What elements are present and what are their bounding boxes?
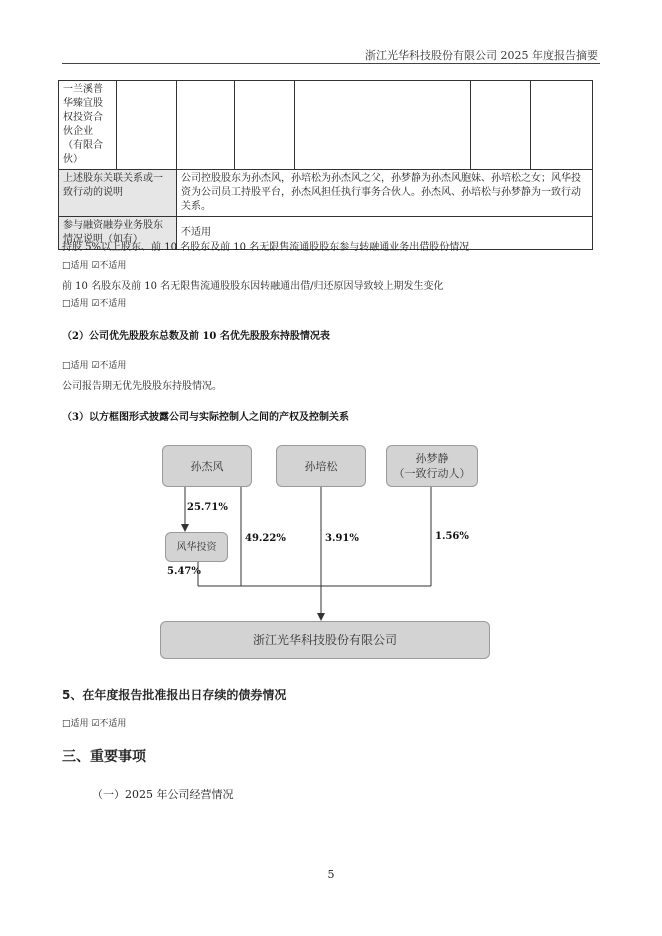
pct-jiefeng-to-fenghua: 25.71% — [187, 502, 228, 513]
node-sun-jiefeng: 孙杰风 — [162, 445, 252, 487]
table-row — [59, 170, 593, 217]
page-number: 5 — [327, 868, 335, 881]
empty-cell — [531, 81, 593, 170]
preferred-shares-text: 公司报告期无优先股股东持股情况。 — [62, 381, 222, 392]
node-company: 浙江光华科技股份有限公司 — [160, 621, 490, 659]
major-matters-heading: 三、重要事项 — [62, 749, 146, 765]
node-fenghua-investment: 风华投资 — [165, 532, 228, 562]
pct-peisong-to-company: 3.91% — [325, 533, 359, 544]
pct-fenghua-to-company: 5.47% — [167, 566, 201, 577]
bonds-applicability: □适用 ☑不适用 — [62, 719, 127, 729]
operations-subheading: （一）2025 年公司经营情况 — [92, 788, 234, 801]
empty-cell — [295, 81, 471, 170]
change-paragraph: 前 10 名股东及前 10 名无限售流通股股东因转融通出借/归还原因导致较上期发生变化 — [62, 281, 444, 292]
bonds-heading: 5、在年度报告批准报出日存续的债券情况 — [62, 688, 287, 702]
header-divider — [62, 63, 600, 64]
pct-mengjing-to-company: 1.56% — [435, 531, 469, 542]
node-sun-mengjing-note: （一致行动人） — [393, 467, 471, 480]
preferred-shares-heading: （2）公司优先股股东总数及前 10 名优先股股东持股情况表 — [62, 331, 330, 342]
node-sun-mengjing — [386, 445, 478, 487]
report-header-title: 浙江光华科技股份有限公司 2025 年度报告摘要 — [365, 49, 598, 62]
empty-cell — [117, 81, 177, 170]
margin-label-cell: 参与融资融券业务股东情况说明（如有） — [59, 217, 177, 250]
pct-jiefeng-to-company: 49.22% — [245, 533, 286, 544]
node-sun-mengjing-name: 孙梦静 — [415, 452, 449, 465]
ownership-diagram — [150, 440, 500, 662]
table-row — [59, 81, 593, 170]
relation-label-cell: 上述股东关联关系或一致行动的说明 — [59, 170, 177, 217]
node-sun-peisong: 孙培松 — [276, 445, 366, 487]
relation-text-cell: 公司控股股东为孙杰风，孙培松为孙杰风之父，孙梦静为孙杰风胞妹、孙培松之女；风华投资为公司员工持股平台，孙杰风担任执行事务合伙人。孙杰风、孙培松与孙梦静为一致行动关系。 — [177, 170, 593, 217]
margin-value-cell: 不适用 — [177, 217, 593, 250]
lending-paragraph: 持股 5%以上股东、前 10 名股东及前 10 名无限售流通股股东参与转融通业务出借股份情况 — [62, 242, 470, 253]
change-applicability: □适用 ☑不适用 — [62, 299, 127, 309]
preferred-shares-applicability: □适用 ☑不适用 — [62, 361, 127, 371]
shareholder-table — [58, 80, 593, 250]
holder-name-cell: 一兰溪普华臻宜股权投资合伙企业（有限合伙） — [59, 81, 117, 170]
control-relationship-heading: （3）以方框图形式披露公司与实际控制人之间的产权及控制关系 — [62, 412, 349, 423]
empty-cell — [177, 81, 235, 170]
empty-cell — [471, 81, 531, 170]
lending-applicability: □适用 ☑不适用 — [62, 261, 127, 271]
empty-cell — [235, 81, 295, 170]
